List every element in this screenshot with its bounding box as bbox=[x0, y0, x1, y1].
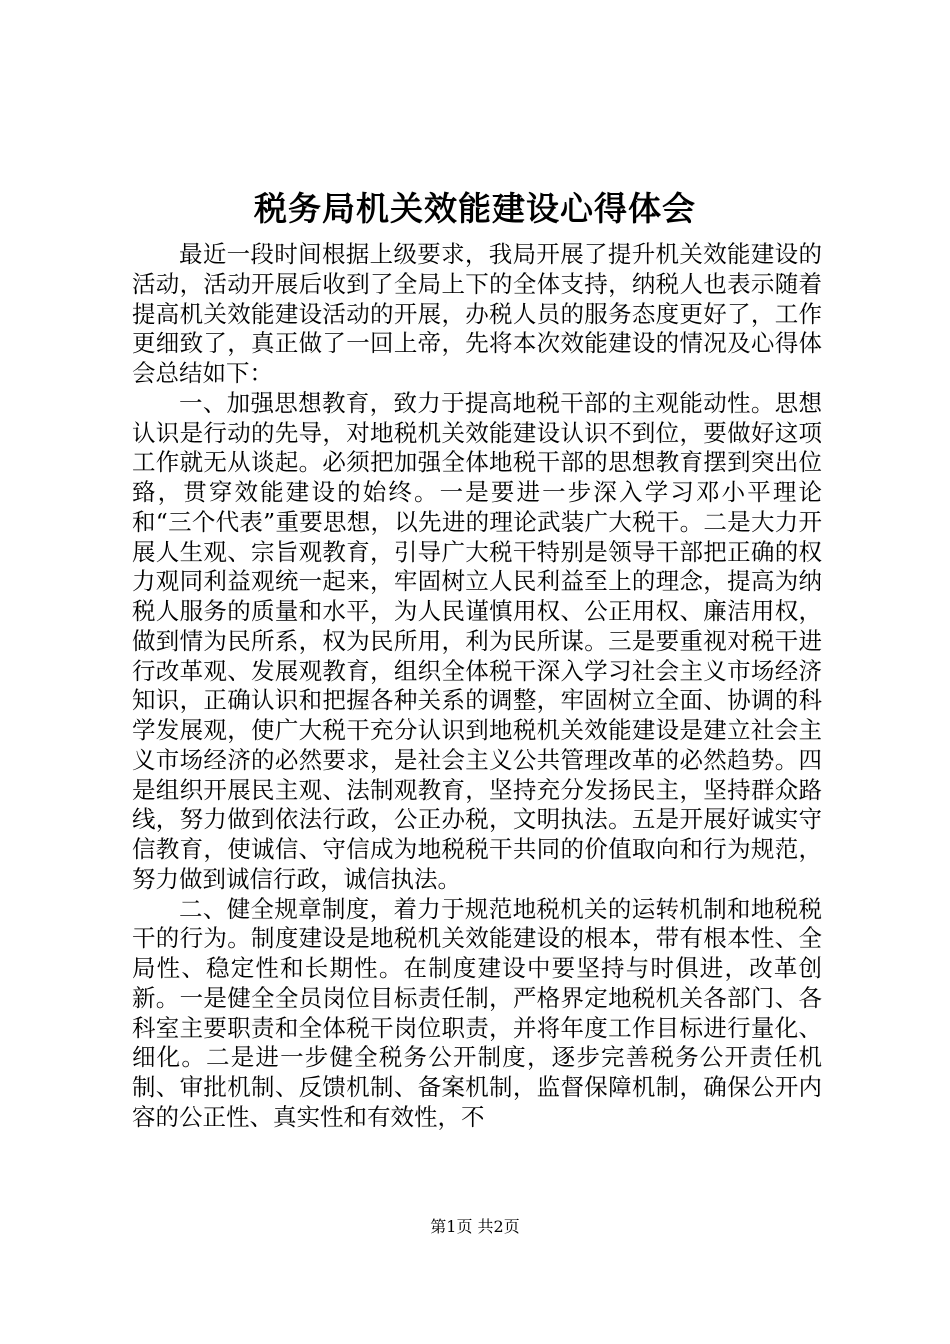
paragraph-section-2: 二、健全规章制度，着力于规范地税机关的运转机制和地税税干的行为。制度建设是地税机关效能建设的根本，带有根本性、全局性、稳定性和长期性。在制度建设中要坚持与时俱进，改革创新。一是健全全员岗位目标责任制，严格界定地税机关各部门、各科室主要职责和全体税干岗位职责，并将年度工作目标进行量化、细化。二是进一步健全税务公开制度，逐步完善税务公开责任机制、审批机制、反馈机制、备案机制，监督保障机制，确保公开内容的公正性、真实性和有效性，不 bbox=[132, 894, 822, 1131]
document-title: 税务局机关效能建设心得体会 bbox=[254, 189, 696, 228]
paragraph-section-1: 一、加强思想教育，致力于提高地税干部的主观能动性。思想认识是行动的先导，对地税机关效能建设认识不到位，要做好这项工作就无从谈起。必须把加强全体地税干部的思想教育摆到突出位臵，贯穿效能建设的始终。一是要进一步深入学习邓小平理论和“三个代表”重要思想，以先进的理论武装广大税干。二是大力开展人生观、宗旨观教育，引导广大税干特别是领导干部把正确的权力观同利益观统一起来，牢固树立人民利益至上的理念，提高为纳税人服务的质量和水平，为人民谨慎用权、公正用权、廉洁用权，做到情为民所系，权为民所用，利为民所谋。三是要重视对税干进行改革观、发展观教育，组织全体税干深入学习社会主义市场经济知识，正确认识和把握各种关系的调整，牢固树立全面、协调的科学发展观，使广大税干充分认识到地税机关效能建设是建立社会主义市场经济的必然要求，是社会主义公共管理改革的必然趋势。四是组织开展民主观、法制观教育，坚持充分发扬民主，坚持群众路线，努力做到依法行政，公正办税，文明执法。五是开展好诚实守信教育，使诚信、守信成为地税税干共同的价值取向和行为规范，努力做到诚信行政，诚信执法。 bbox=[132, 388, 822, 893]
paragraph-intro: 最近一段时间根据上级要求，我局开展了提升机关效能建设的活动，活动开展后收到了全局上下的全体支持，纳税人也表示随着提高机关效能建设活动的开展，办税人员的服务态度更好了，工作更细致了，真正做了一回上帝，先将本次效能建设的情况及心得体会总结如下： bbox=[132, 240, 822, 387]
page-number-footer: 第1页 共2页 bbox=[430, 1217, 520, 1236]
document-body bbox=[132, 240, 822, 1133]
